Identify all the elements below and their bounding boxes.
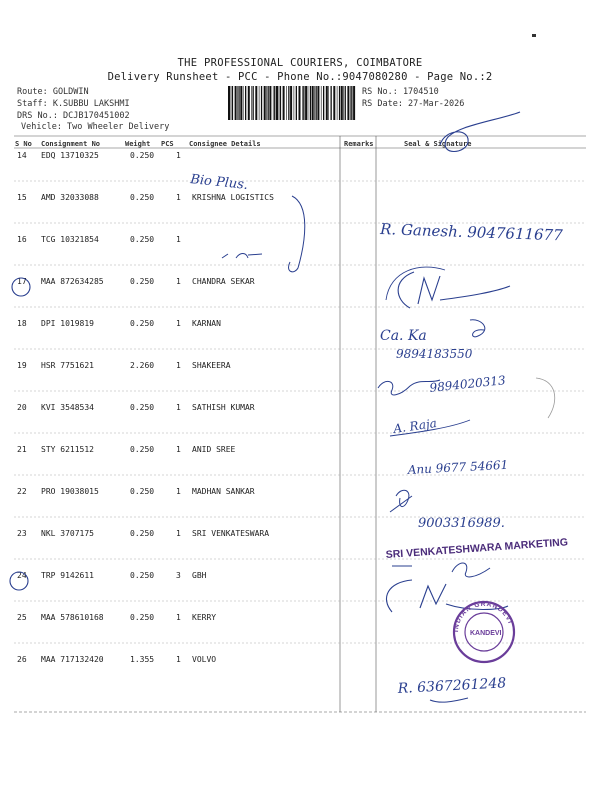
row-16-consignment: TCG 10321854 [41,235,99,244]
row-17-sno: 17 [17,277,27,286]
row-22-consignee: MADHAN SANKAR [192,487,255,496]
row-21-consignment: STY 6211512 [41,445,94,454]
row-22-pcs: 1 [176,487,181,496]
stamp-r25 [453,601,514,662]
row-26-pcs: 1 [176,655,181,664]
header-sno: S No [15,140,32,148]
row-16-sno: 16 [17,235,27,244]
row-20-consignment: KVI 3548534 [41,403,94,412]
row-26-consignee: VOLVO [192,655,217,664]
circle-mark-17 [12,278,30,296]
signature-r22 [390,490,412,512]
handwriting-r20-sign: A. Raja [392,416,438,436]
row-20-sno: 20 [17,403,27,412]
row-24-pcs: 3 [176,571,181,580]
row-21-pcs: 1 [176,445,181,454]
row-22-consignment: PRO 19038015 [41,487,99,496]
row-18-sno: 18 [17,319,27,328]
stamp-r23: SRI VENKATESHWARA MARKETING [385,536,569,561]
row-19-sno: 19 [17,361,27,370]
row-17-consignment: MAA 872634285 [41,277,104,286]
row-16-weight: 0.250 [130,235,155,244]
scribble-r15 [289,196,305,272]
svg-text:INDIAN GRANDEVI [453,601,514,632]
row-26-sno: 26 [17,655,27,664]
row-15-weight: 0.250 [130,193,155,202]
row-25-consignment: MAA 578610168 [41,613,104,622]
row-23-consignee: SRI VENKATESWARA [192,529,270,538]
header-weight: Weight [125,140,151,148]
row-18-pcs: 1 [176,319,181,328]
signature-scribble-r14 [440,112,520,152]
row-19-consignment: HSR 7751621 [41,361,94,370]
row-25-sno: 25 [17,613,27,622]
rs-number: RS No.: 1704510 [362,87,439,97]
row-19-weight: 2.260 [130,361,155,370]
header-consignee: Consignee Details [189,140,261,148]
row-20-weight: 0.250 [130,403,155,412]
row-23-consignment: NKL 3707175 [41,529,94,538]
document-title: THE PROFESSIONAL COURIERS, COIMBATORE [177,57,423,69]
row-20-pcs: 1 [176,403,181,412]
handwriting-r18-phone: 9894183550 [396,347,473,361]
row-14-sno: 14 [17,151,27,160]
row-25-pcs: 1 [176,613,181,622]
handwriting-r14-consignee: Bio Plus. [189,172,249,194]
row-21-consignee: ANID SREE [192,445,236,454]
row-22-sno: 22 [17,487,27,496]
row-15-consignment: AMD 32033088 [41,193,99,202]
row-26-weight: 1.355 [130,655,155,664]
row-17-consignee: CHANDRA SEKAR [192,277,255,286]
handwriting-r19-sign: 9894020313 [428,373,507,395]
row-17-weight: 0.250 [130,277,155,286]
row-19-consignee: SHAKEERA [192,361,231,370]
header-consignment: Consignment No [41,140,101,148]
vehicle-label: Vehicle: Two Wheeler Delivery [21,122,170,132]
row-14-weight: 0.250 [130,151,155,160]
row-18-weight: 0.250 [130,319,155,328]
row-25-consignee: KERRY [192,613,217,622]
handwriting-r15-sign: R. Ganesh. 9047611677 [379,220,564,245]
row-23-weight: 0.250 [130,529,155,538]
row-14-pcs: 1 [176,151,181,160]
row-23-sno: 23 [17,529,27,538]
row-24-consignment: TRP 9142611 [41,571,94,580]
row-22-weight: 0.250 [130,487,155,496]
row-17-pcs: 1 [176,277,181,286]
handwriting-r21-sign: Anu 9677 54661 [407,457,509,477]
row-23-pcs: 1 [176,529,181,538]
row-19-pcs: 1 [176,361,181,370]
route-label: Route: GOLDWIN [17,87,89,97]
row-21-sno: 21 [17,445,27,454]
row-25-weight: 0.250 [130,613,155,622]
stamp-r25-center-text: KANDEVI [470,630,502,637]
staff-label: Staff: K.SUBBU LAKSHMI [17,99,130,109]
header-seal-signature: Seal & Signature [404,140,472,148]
header-remarks: Remarks [344,140,374,148]
row-24-consignee: GBH [192,571,207,580]
stamp-r25-ring-text: INDIAN GRANDEVI [452,600,514,633]
row-18-consignment: DPI 1019819 [41,319,94,328]
row-24-weight: 0.250 [130,571,155,580]
row-15-sno: 15 [17,193,27,202]
document-subtitle: Delivery Runsheet - PCC - Phone No.:9047080280 - Page No.:2 [107,71,493,83]
header-pcs: PCS [161,140,174,148]
row-15-consignee: KRISHNA LOGISTICS [192,193,274,202]
handwriting-r18-sign: Ca. Ka [380,328,427,344]
row-16-pcs: 1 [176,235,181,244]
row-15-pcs: 1 [176,193,181,202]
drs-label: DRS No.: DCJB170451002 [17,111,130,121]
scribble-r16 [222,254,262,259]
handwriting-r26-sign: R. 6367261248 [397,675,507,697]
row-18-consignee: KARNAN [192,319,221,328]
rs-date: RS Date: 27-Mar-2026 [362,99,465,109]
row-24-sno: 24 [17,571,27,580]
handwriting-r22-sign: 9003316989. [418,516,505,531]
row-20-consignee: SATHISH KUMAR [192,403,255,412]
row-21-weight: 0.250 [130,445,155,454]
row-14-consignment: EDQ 13710325 [41,151,99,160]
circle-mark-24 [10,572,28,590]
signature-r17 [398,272,510,308]
row-26-consignment: MAA 717132420 [41,655,104,664]
